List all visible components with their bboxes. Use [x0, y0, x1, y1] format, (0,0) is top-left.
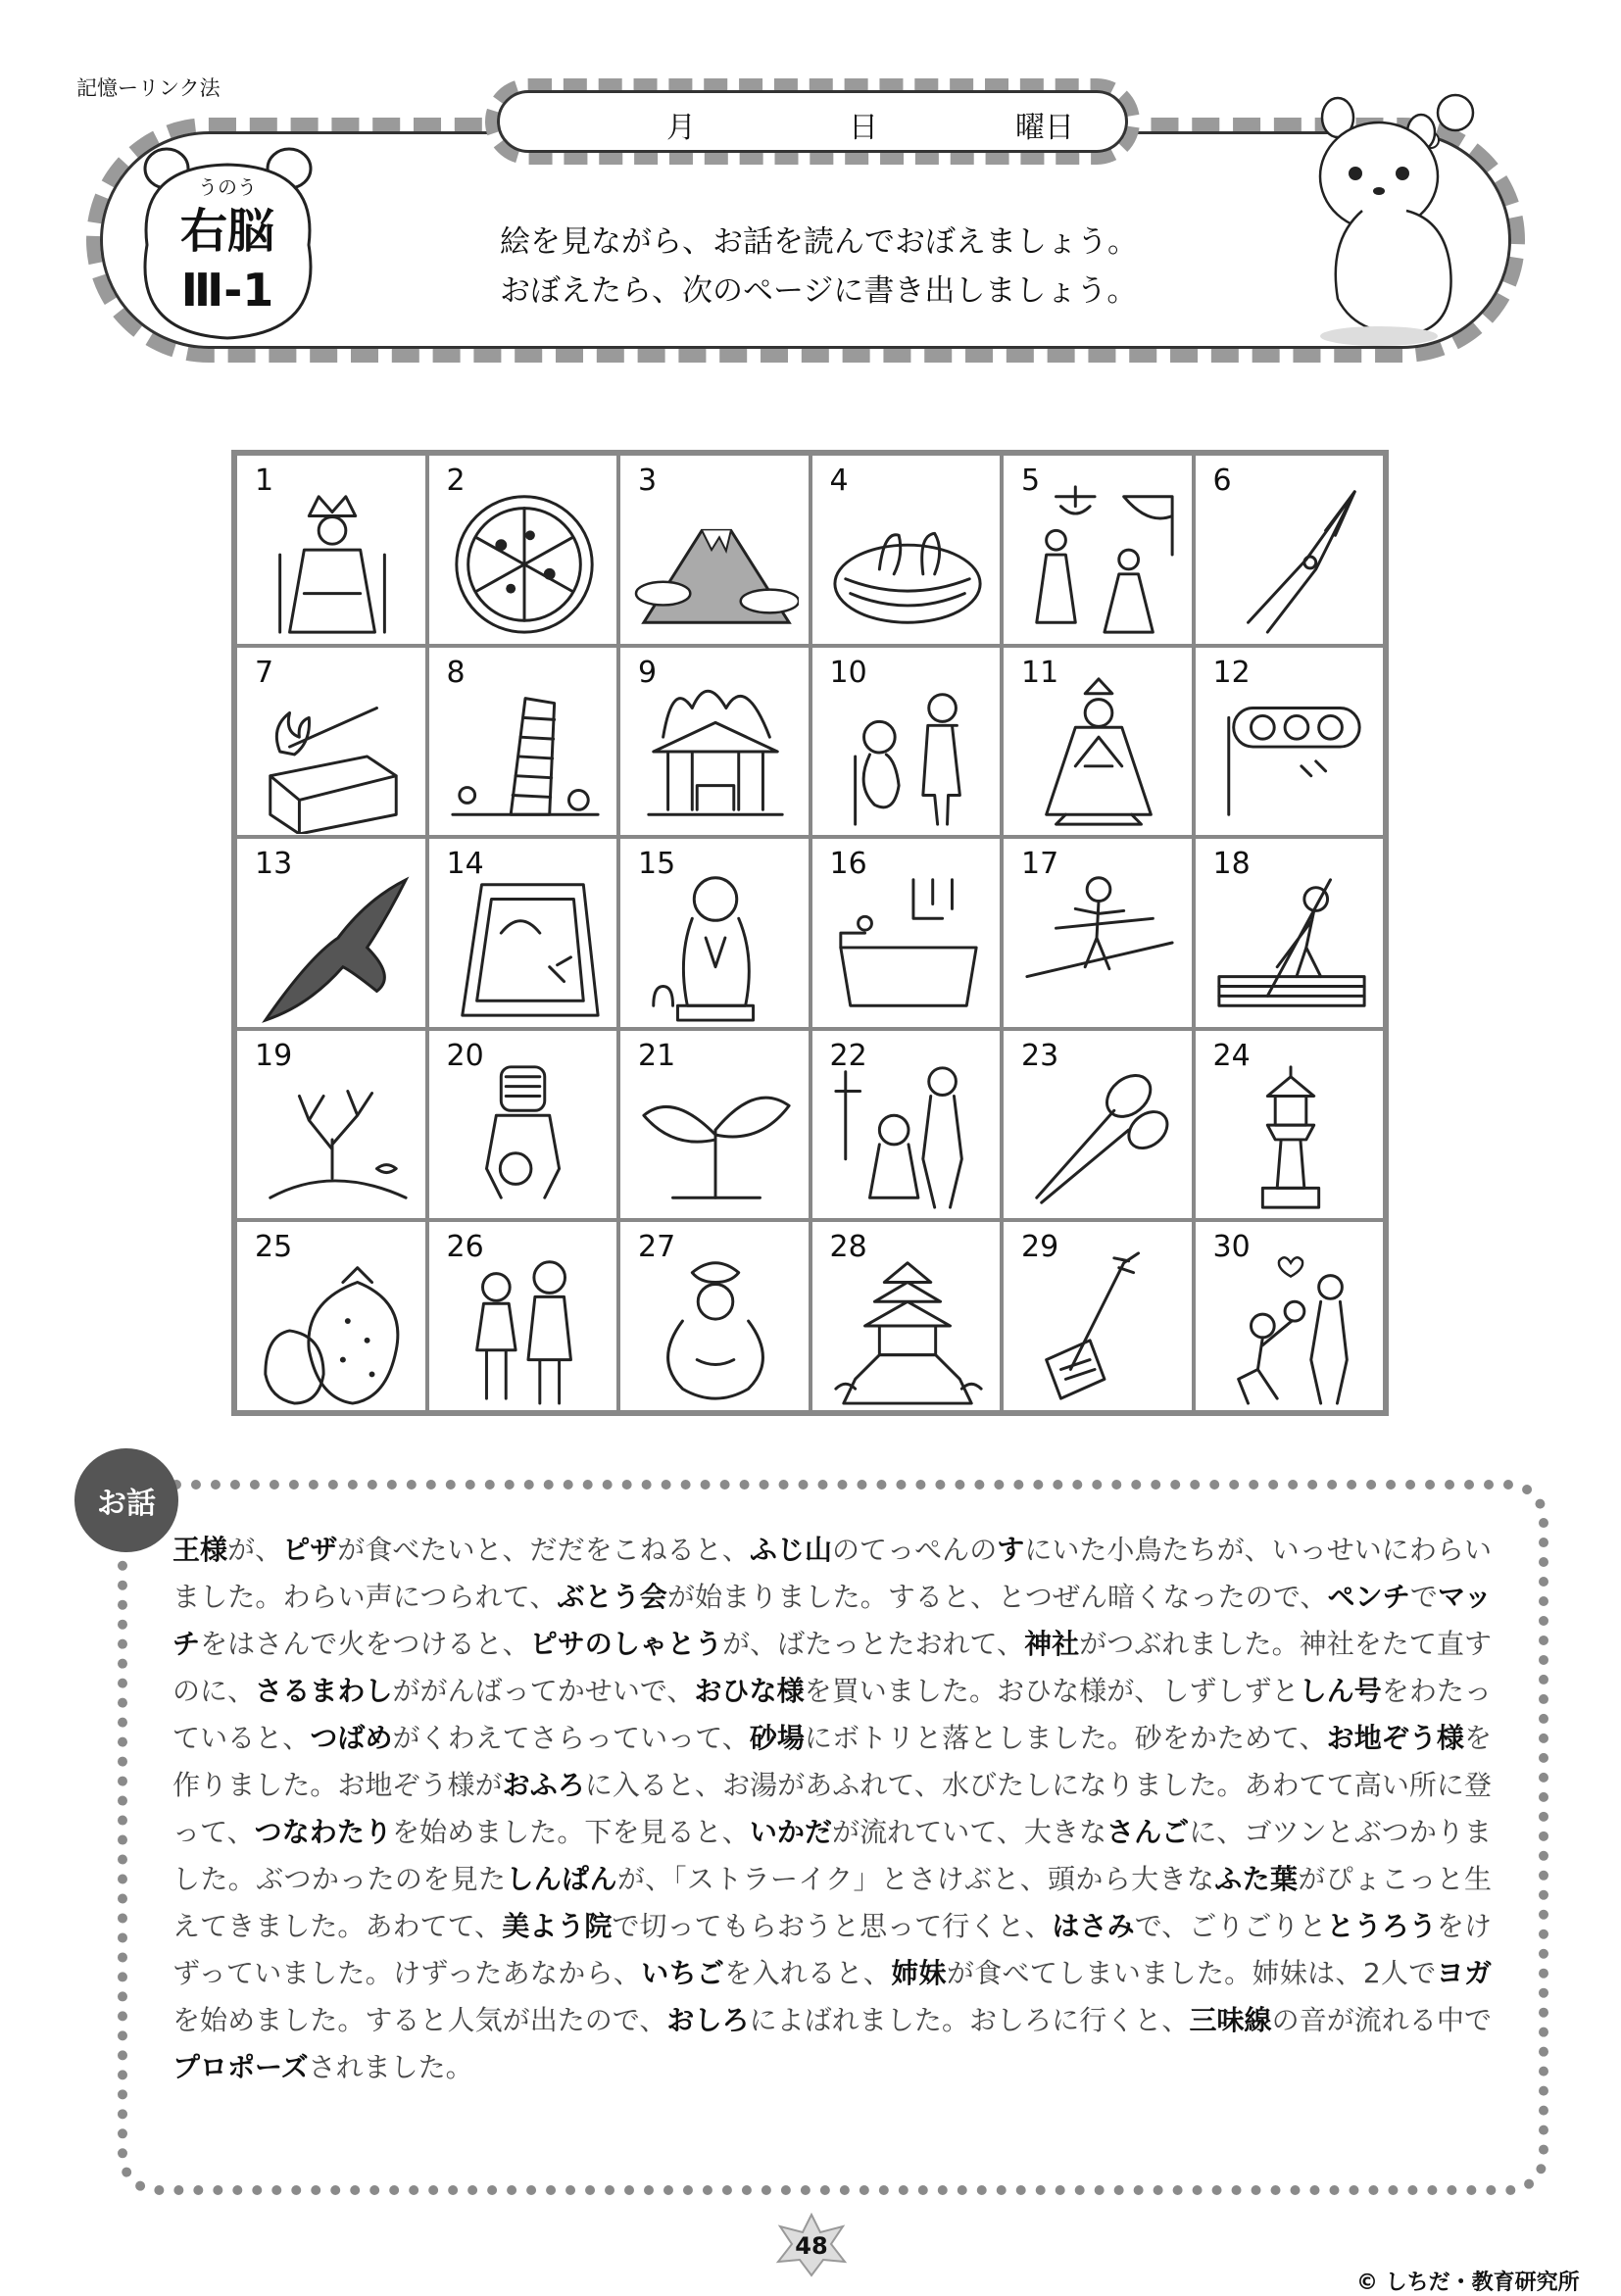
picture-cell [235, 1029, 427, 1221]
story-keyword: ピザ [282, 1534, 338, 1566]
leaning-tower-icon [443, 669, 608, 834]
picture-cell [235, 646, 427, 838]
jizo-statue-icon [634, 860, 799, 1025]
page-number: 48 [795, 2232, 828, 2260]
picture-cell-number: 9 [638, 655, 658, 690]
story-keyword: ふじ山 [749, 1534, 833, 1566]
story-segment: を始めました。下を見ると、 [391, 1816, 750, 1848]
story-segment: されました。 [308, 2051, 473, 2083]
picture-cell-number: 15 [638, 847, 676, 882]
scissors-icon [1017, 1052, 1182, 1217]
picture-cell [618, 837, 810, 1029]
story-segment: を買いました。おひな様が、しずしずと [804, 1675, 1300, 1707]
picture-cell-number: 7 [255, 655, 274, 690]
story-tag: お話 [74, 1448, 178, 1552]
story-keyword: おふろ [502, 1769, 585, 1801]
story-segment: が流れていて、大きな [832, 1816, 1107, 1848]
picture-cell [810, 646, 1003, 838]
matchbox-icon [251, 669, 416, 834]
picture-cell-number: 21 [638, 1038, 676, 1073]
picture-cell-number: 18 [1212, 847, 1251, 882]
picture-cell-number: 11 [1021, 655, 1059, 690]
traffic-light-icon [1209, 669, 1374, 834]
story-segment: のてっぺんの [832, 1534, 998, 1566]
date-weekday-label: 曜日 [1015, 111, 1074, 145]
picture-cell [235, 837, 427, 1029]
story-segment: で切ってもらおうと思って行くと、 [612, 1910, 1053, 1942]
story-segment: をはさんで火をつけると、 [200, 1628, 530, 1660]
instruction-line-2: おぼえたら、次のページに書き出しましょう。 [500, 273, 1138, 309]
picture-cell-number: 8 [446, 655, 466, 690]
raft-icon [1209, 860, 1374, 1025]
story-keyword: ヨガ [1436, 1957, 1492, 1989]
picture-cell [618, 454, 810, 646]
picture-cell-number: 22 [829, 1038, 867, 1073]
picture-cell [1002, 1220, 1194, 1412]
picture-cell [1194, 646, 1386, 838]
story-segment: に入ると、お湯があふれて、水びたしになりました。あわてて高い所に登って、 [172, 1769, 1492, 1848]
picture-cell [810, 837, 1003, 1029]
story-segment: が食べたいと、だだをこねると、 [337, 1534, 750, 1566]
shrine-icon [634, 669, 799, 834]
story-keyword: ペンチ [1327, 1581, 1410, 1613]
picture-cell-number: 26 [446, 1230, 484, 1265]
story-segment: が、「ストラーイク」とさけぶと、頭から大きな [616, 1863, 1215, 1895]
right-brain-badge [127, 137, 328, 348]
story-keyword: 王様 [172, 1534, 228, 1566]
picture-cell-number: 27 [638, 1230, 676, 1265]
picture-cell [1194, 454, 1386, 646]
picture-cell [1002, 1029, 1194, 1221]
story-keyword: とうろう [1326, 1910, 1437, 1942]
sisters-icon [443, 1244, 608, 1408]
picture-cell-number: 30 [1212, 1230, 1251, 1265]
picture-cell [235, 454, 427, 646]
badge-reading: うのう [198, 175, 257, 199]
picture-cell-number: 10 [829, 655, 867, 690]
story-segment: がぴょこっと生えてきました。あわてて、 [172, 1863, 1492, 1942]
story-keyword: はさみ [1052, 1910, 1135, 1942]
picture-cell [618, 1220, 810, 1412]
swallow-icon [251, 860, 416, 1025]
badge-title: 右脳 [179, 204, 275, 259]
picture-cell [810, 1029, 1003, 1221]
yoga-icon [634, 1244, 799, 1408]
monkey-performer-icon [826, 669, 991, 834]
picture-cell-number: 16 [829, 847, 867, 882]
picture-cell [1002, 454, 1194, 646]
story-segment: を作りました。お地ぞう様が [172, 1722, 1492, 1801]
picture-cell [235, 1220, 427, 1412]
picture-cell [618, 646, 810, 838]
picture-cell [427, 454, 619, 646]
story-keyword: お地ぞう様 [1326, 1722, 1464, 1754]
coral-icon [251, 1052, 416, 1217]
story-segment: がくわえてさらっていって、 [392, 1722, 750, 1754]
picture-cell-number: 2 [446, 464, 466, 498]
hamster-mascot-icon [1308, 93, 1480, 348]
story-keyword: いちご [641, 1957, 725, 1989]
picture-cell-number: 4 [829, 464, 849, 498]
proposal-icon [1209, 1244, 1374, 1408]
story-keyword: おしろ [666, 2004, 750, 2036]
picture-cell-number: 23 [1021, 1038, 1059, 1073]
shamisen-icon [1017, 1244, 1182, 1408]
sprout-icon [634, 1052, 799, 1217]
story-segment: にいた小鳥たちが、いっせいにわらいました。わらい声につられて、 [172, 1534, 1492, 1613]
story-segment: がつぶれました。神社をたて直すのに、 [172, 1628, 1492, 1707]
pizza-icon [443, 477, 608, 642]
story-keyword: しん号 [1299, 1675, 1382, 1707]
story-segment: が、 [227, 1534, 283, 1566]
story-keyword: いかだ [749, 1816, 833, 1848]
picture-cell-number: 19 [255, 1038, 293, 1073]
picture-cell-number: 5 [1021, 464, 1041, 498]
kendo-icon [443, 1052, 608, 1217]
instructions [500, 218, 1138, 316]
story-keyword: つなわたり [254, 1816, 392, 1848]
mount-fuji-icon [634, 477, 799, 642]
story-keyword: 三味線 [1189, 2004, 1272, 2036]
sandbox-icon [443, 860, 608, 1025]
instruction-line-1: 絵を見ながら、お話を読んでおぼえましょう。 [500, 224, 1138, 260]
story-keyword: さんご [1106, 1816, 1190, 1848]
story-segment: を入れると、 [724, 1957, 892, 1989]
ballroom-dance-icon [1017, 477, 1182, 642]
story-segment: ががんばってかせいで、 [392, 1675, 695, 1707]
picture-cell-number: 24 [1212, 1038, 1251, 1073]
story-segment: にボトリと落としました。砂をかためて、 [804, 1722, 1327, 1754]
picture-cell-number: 3 [638, 464, 658, 498]
picture-cell [1194, 837, 1386, 1029]
story-keyword: さるまわし [255, 1675, 393, 1707]
picture-cell-number: 13 [255, 847, 293, 882]
castle-icon [826, 1244, 991, 1408]
story-keyword: 神社 [1024, 1628, 1080, 1660]
story-keyword: ピサのしゃとう [529, 1628, 723, 1660]
story-segment: が食べてしまいました。姉妹は、2人で [946, 1957, 1437, 1989]
beauty-salon-icon [826, 1052, 991, 1217]
story-segment: で [1409, 1581, 1438, 1613]
copyright: © しちだ・教育研究所 [1356, 2271, 1580, 2295]
picture-cell-number: 17 [1021, 847, 1059, 882]
date-day-label: 日 [849, 111, 878, 145]
picture-cell [618, 1029, 810, 1221]
story-segment: を始めました。すると人気が出たので、 [172, 2004, 667, 2036]
tightrope-icon [1017, 860, 1182, 1025]
story-segment: をけずっていました。けずったあなから、 [172, 1910, 1492, 1989]
story-segment: の音が流れる中で [1271, 2004, 1492, 2036]
story-segment: が始まりました。すると、とつぜん暗くなったので、 [666, 1581, 1328, 1613]
story-keyword: しんぱん [506, 1863, 617, 1895]
picture-cell-number: 25 [255, 1230, 293, 1265]
picture-cell-number: 1 [255, 464, 274, 498]
story-keyword: つばめ [310, 1722, 393, 1754]
story-segment: が、ばたっとたおれて、 [722, 1628, 1025, 1660]
picture-cell [427, 646, 619, 838]
story-segment: によばれました。おしろに行くと、 [749, 2004, 1190, 2036]
hina-doll-icon [1017, 669, 1182, 834]
bird-nest-icon [826, 477, 991, 642]
story-keyword: ぶとう会 [557, 1581, 667, 1613]
picture-cell [427, 837, 619, 1029]
picture-cell-number: 28 [829, 1230, 867, 1265]
pliers-icon [1209, 477, 1374, 642]
badge-sub: Ⅲ-1 [180, 264, 274, 317]
story-segment: をわたっていると、 [172, 1675, 1492, 1754]
king-icon [251, 477, 416, 642]
picture-cell-number: 12 [1212, 655, 1251, 690]
picture-cell-number: 14 [446, 847, 484, 882]
story-keyword: 美よう院 [502, 1910, 613, 1942]
picture-cell [427, 1029, 619, 1221]
date-month-label: 月 [666, 111, 696, 145]
story-keyword: おひな様 [694, 1675, 805, 1707]
story-keyword: 砂場 [749, 1722, 805, 1754]
stone-lantern-icon [1209, 1052, 1374, 1217]
picture-cell [1194, 1220, 1386, 1412]
picture-cell [1002, 837, 1194, 1029]
picture-cell [810, 1220, 1003, 1412]
picture-cell [427, 1220, 619, 1412]
picture-cell [1002, 646, 1194, 838]
story-segment: で、ごりごりと [1134, 1910, 1327, 1942]
story-keyword: マッチ [172, 1581, 1492, 1660]
picture-cell-number: 20 [446, 1038, 484, 1073]
story-keyword: ふた葉 [1214, 1863, 1299, 1895]
story-text [172, 1527, 1492, 2091]
story-keyword: プロポーズ [172, 2051, 309, 2083]
picture-grid [231, 450, 1389, 1416]
story-keyword: す [997, 1534, 1025, 1566]
picture-cell [1194, 1029, 1386, 1221]
picture-cell [810, 454, 1003, 646]
story-keyword: 姉妹 [891, 1957, 947, 1989]
page-label: 記憶ーリンク法 [76, 76, 221, 100]
picture-cell-number: 29 [1021, 1230, 1059, 1265]
strawberry-icon [251, 1244, 416, 1408]
picture-cell-number: 6 [1212, 464, 1232, 498]
bathtub-icon [826, 860, 991, 1025]
story-segment: に、ゴツンとぶつかりました。ぶつかったのを見た [172, 1816, 1492, 1895]
